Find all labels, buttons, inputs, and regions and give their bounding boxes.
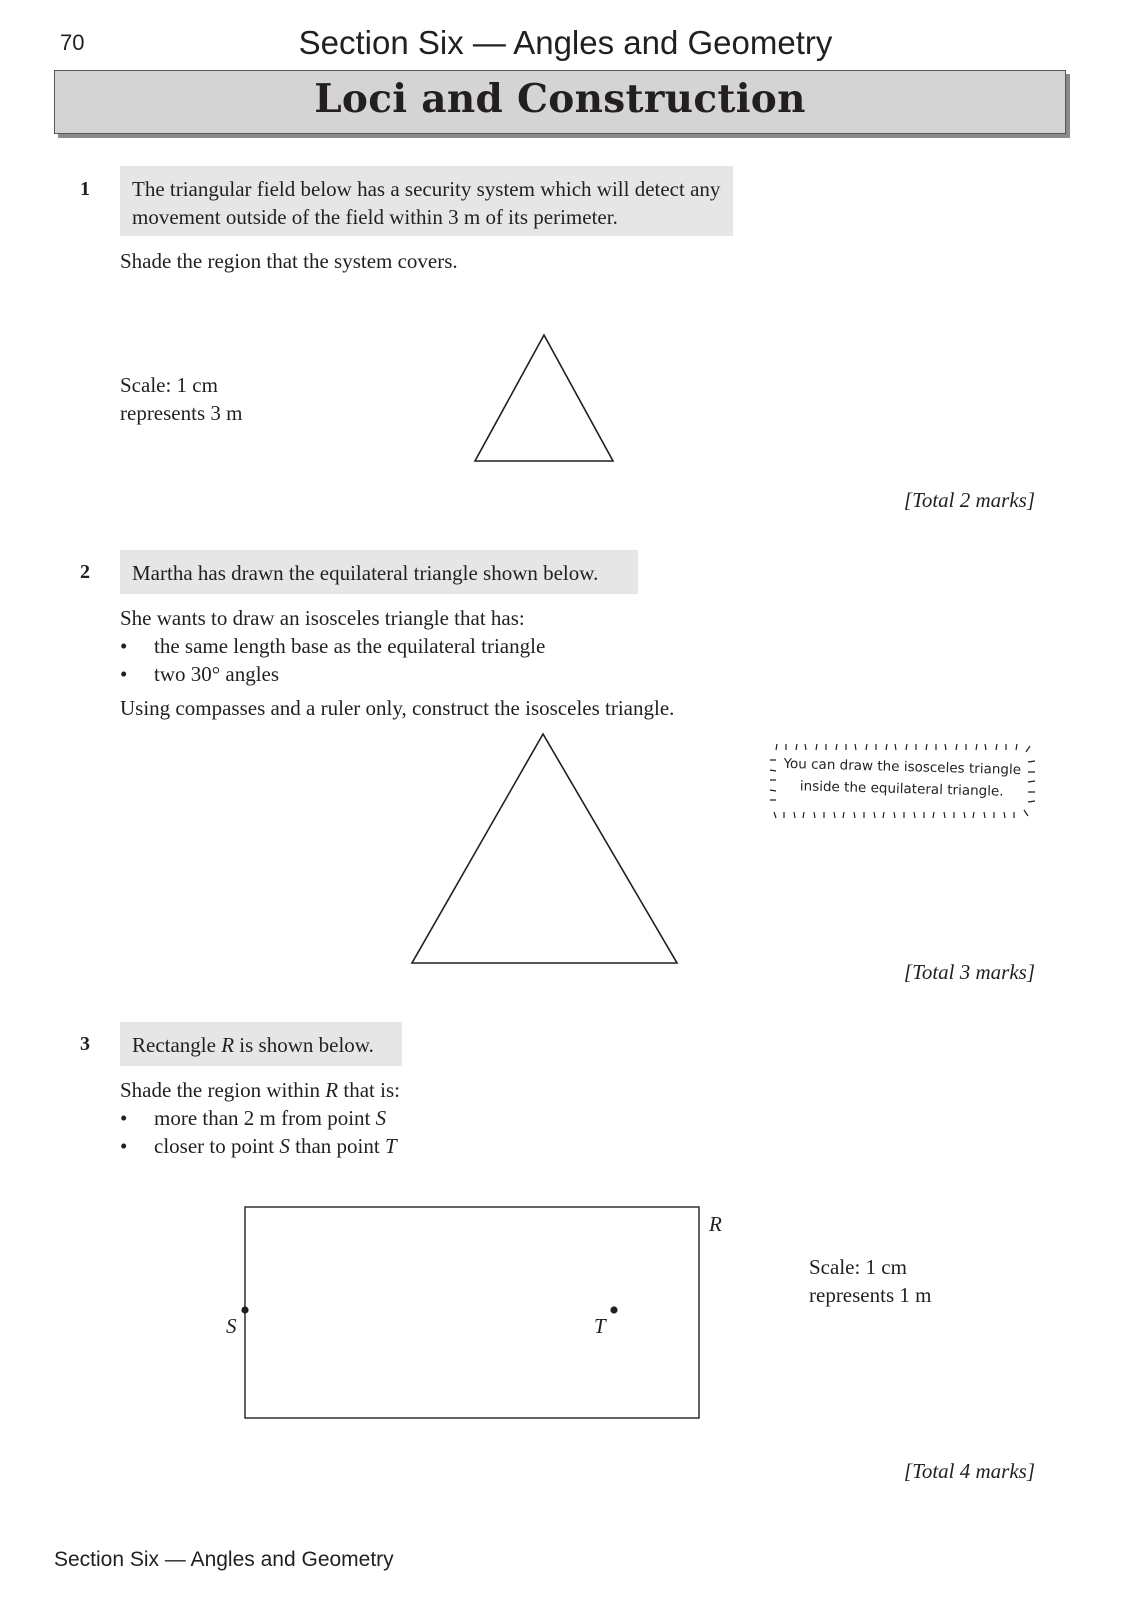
label-s: S <box>226 1314 237 1338</box>
bullet-item <box>120 1104 720 1132</box>
bullet-text: than point <box>289 1134 385 1158</box>
variable-r: R <box>221 1033 235 1057</box>
prompt-text: Rectangle <box>132 1033 222 1057</box>
bullet-text: more than 2 m from point <box>154 1106 376 1130</box>
question-2-number: 2 <box>80 561 90 583</box>
label-t: T <box>594 1314 606 1338</box>
question-1-scale <box>120 371 242 427</box>
intro-text: Shade the region within <box>120 1078 326 1102</box>
question-1-instruction: Shade the region that the system covers. <box>120 249 458 273</box>
variable-r: R <box>325 1078 339 1102</box>
question-2-instruction: Using compasses and a ruler only, construct the isosceles triangle. <box>120 696 675 720</box>
point-t-dot <box>610 1306 617 1313</box>
rectangle-r <box>240 1205 705 1425</box>
question-3-marks: [Total 4 marks] <box>903 1459 1035 1483</box>
question-2-body <box>120 604 820 722</box>
tip-line-2: inside the equilateral triangle. <box>799 778 1004 800</box>
tip-line-1: You can draw the isosceles triangle <box>783 755 1022 779</box>
question-3-prompt <box>120 1022 402 1066</box>
question-2-intro: She wants to draw an isosceles triangle that has: <box>120 606 525 630</box>
question-2-prompt: Martha has drawn the equilateral triangle shown below. <box>120 550 638 594</box>
question-2-marks: [Total 3 marks] <box>903 960 1035 984</box>
prompt-text: is shown below. <box>234 1033 374 1057</box>
question-3-body <box>120 1076 720 1160</box>
label-r: R <box>709 1212 722 1236</box>
question-2-bullets <box>120 632 820 688</box>
page-title: Loci and Construction <box>314 76 806 122</box>
bullet-item: • the same length base as the equilateral triangle <box>120 632 820 660</box>
variable-s: S <box>279 1134 290 1158</box>
variable-t: T <box>384 1134 397 1158</box>
question-3-bullets <box>120 1104 720 1160</box>
scale-line-2: represents 1 m <box>809 1283 932 1307</box>
question-1-prompt: The triangular field below has a security system which will detect any movement outside of the field within 3 m of its perimeter. <box>120 166 733 236</box>
section-header: Section Six — Angles and Geometry <box>298 24 833 61</box>
scale-line-2: represents 3 m <box>120 401 243 425</box>
intro-text: that is: <box>338 1078 400 1102</box>
scale-line-1: Scale: 1 cm <box>120 373 218 397</box>
tip-text <box>767 752 1036 803</box>
footer-section: Section Six — Angles and Geometry <box>54 1548 394 1571</box>
question-1-marks: [Total 2 marks] <box>903 488 1035 512</box>
question-3-scale <box>809 1253 931 1309</box>
equilateral-triangle <box>400 722 690 974</box>
bullet-item <box>120 1132 720 1160</box>
variable-s: S <box>375 1106 387 1130</box>
question-3-intro <box>120 1076 720 1104</box>
bullet-item: • two 30° angles <box>120 660 820 688</box>
question-1-number: 1 <box>80 178 90 200</box>
page-number: 70 <box>60 30 85 55</box>
field-triangle <box>460 325 630 470</box>
point-s-dot <box>241 1306 248 1313</box>
question-3-number: 3 <box>80 1033 90 1055</box>
bullet-text: closer to point <box>154 1134 280 1158</box>
scale-line-1: Scale: 1 cm <box>809 1255 907 1279</box>
